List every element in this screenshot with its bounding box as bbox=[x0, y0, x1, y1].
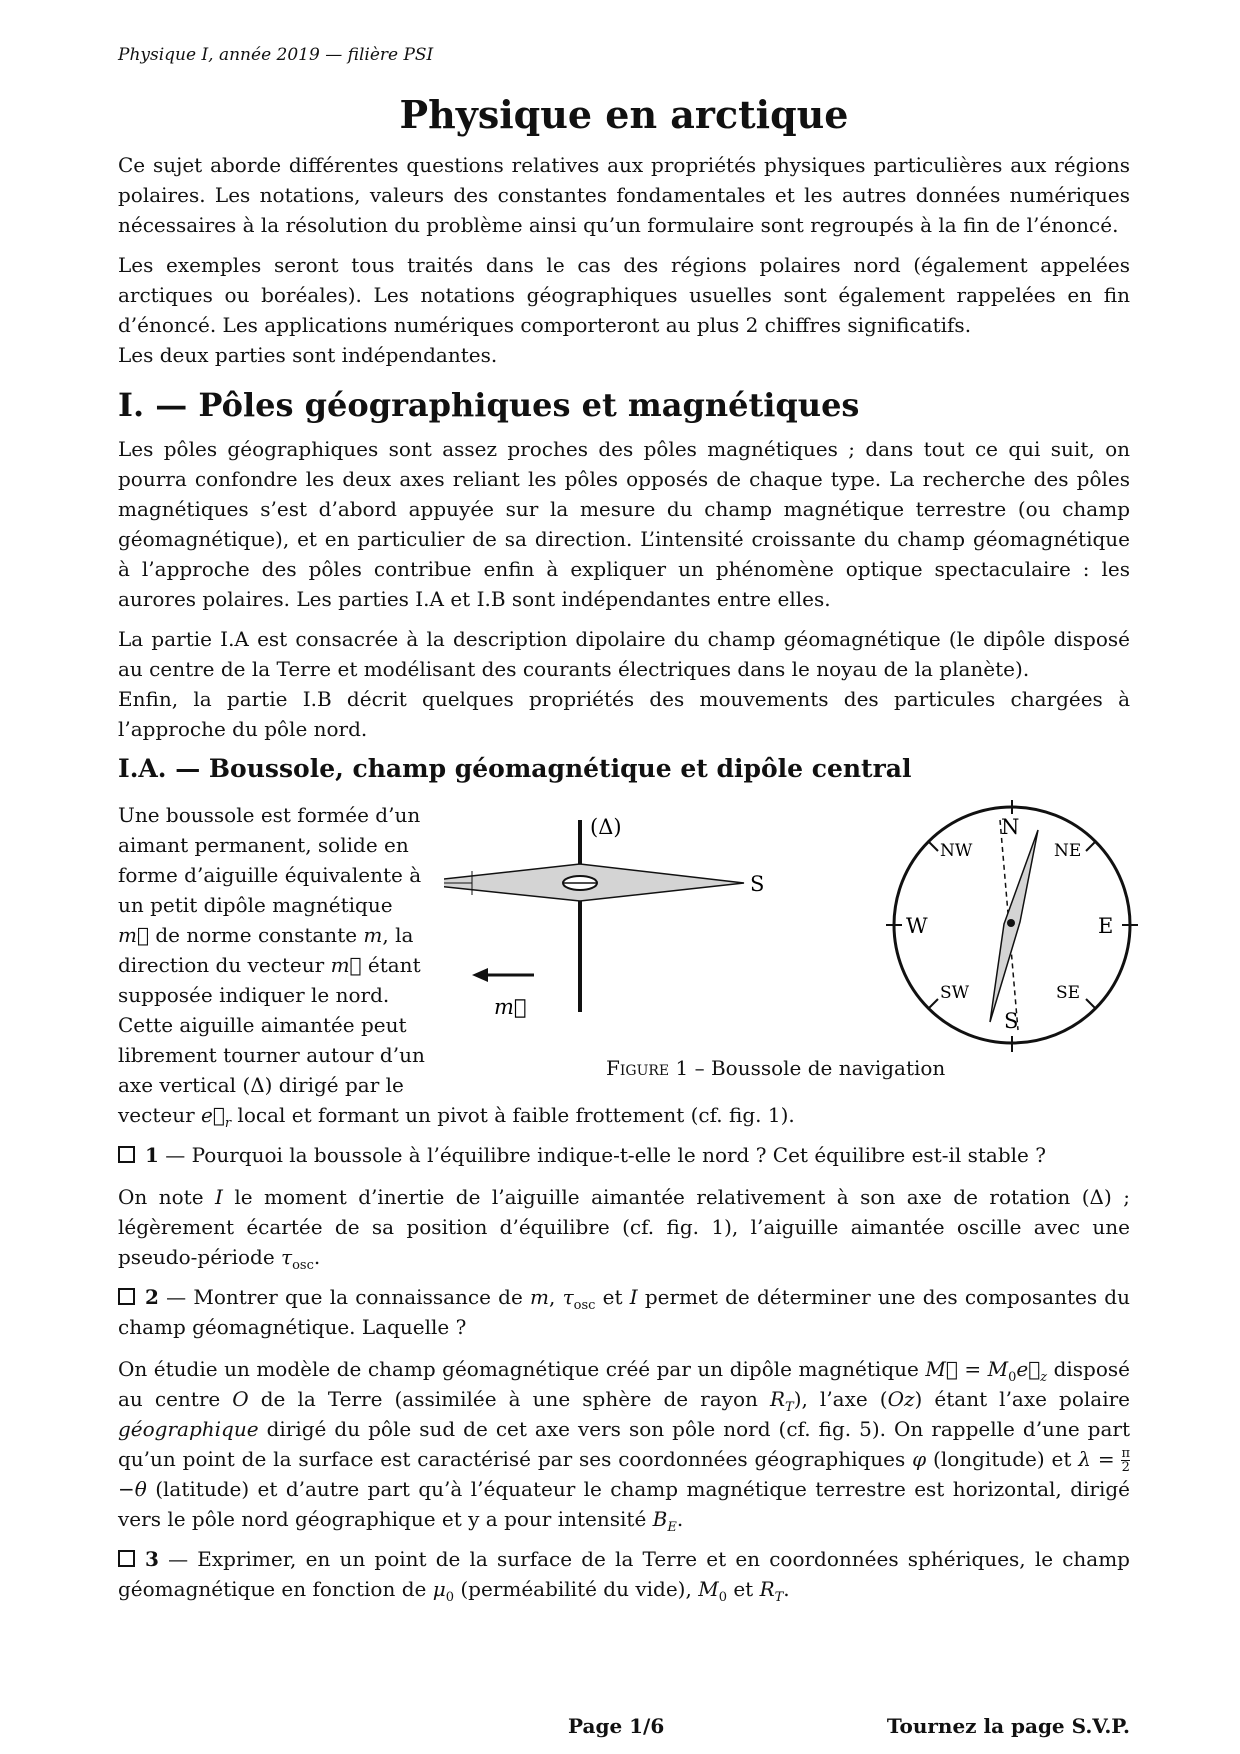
needle-south-label: S bbox=[750, 871, 765, 896]
intro-paragraph-1: Ce sujet aborde différentes questions relatives aux propriétés physiques particulières aux régions polaires. Les notations, valeurs des constantes fondamentales et les autres données numériques nécessaires à la résolution du problème ainsi qu’un formulaire sont regroupés à la fin de l’énoncé. bbox=[118, 152, 1130, 237]
question-checkbox-icon bbox=[118, 1288, 135, 1305]
part-1-paragraph-3: Enfin, la partie I.B décrit quelques propriétés des mouvements des particules chargées à l’approche du pôle nord. bbox=[118, 686, 1130, 741]
figure-side-text bbox=[118, 800, 428, 1100]
pi-over-two: $\frac{\pi}{2}$ bbox=[1121, 1445, 1130, 1475]
needle-side-view bbox=[444, 815, 764, 1019]
figure-1-compass bbox=[444, 800, 1144, 1100]
inertia-paragraph: On note I le moment d’inertie de l’aiguille aimantée relativement à son axe de rotation (Δ) ; légèrement écartée de sa position d’équilibre (cf. fig. 1), l’aiguille aimantée oscille avec une pseudo-période $\tau_{osc}$. bbox=[118, 1184, 1130, 1273]
question-checkbox-icon bbox=[118, 1550, 135, 1567]
intro-paragraph-2: Les exemples seront tous traités dans le cas des régions polaires nord (également appelées arctiques ou boréales). Les notations géographiques usuelles sont également rappelées en fin d’énoncé. Les applications numériques comporteront au plus 2 chiffres significatifs. bbox=[118, 252, 1130, 337]
rose-w-label: W bbox=[906, 913, 928, 938]
page bbox=[118, 40, 1130, 1616]
page-footer bbox=[118, 1714, 1130, 1744]
page-number: Page 1/6 bbox=[568, 1714, 665, 1738]
compass-description-continued: vecteur $e⃗_r$ local et formant un pivot à faible frottement (cf. fig. 1). bbox=[118, 1102, 795, 1131]
dipole-model-paragraph: On étudie un modèle de champ géomagnétique créé par un dipôle magnétique M⃗ = $M_0e⃗_z$ disposé au centre O de la Terre (assimilée à une sphère de rayon $R_T$), l’axe (Oz) étant l’axe polaire géographique dirigé du pôle sud de cet axe vers son pôle nord (cf. fig. 5). On rappelle d’une part qu’un point de la surface est caractérisé par ses coordonnées géographiques φ (longitude) et λ = $\frac{\pi}{2}$ −θ (latitude) et d’autre part qu’à l’équateur le champ magnétique terrestre est horizontal, dirigé vers le pôle nord géographique et y a pour intensité $B_E$. bbox=[118, 1356, 1130, 1535]
figure-block bbox=[118, 800, 1130, 1102]
question-1: 1 — Pourquoi la boussole à l’équilibre indique-t-elle le nord ? Cet équilibre est-il stable ? bbox=[118, 1140, 1130, 1170]
rose-ne-label: NE bbox=[1054, 840, 1082, 861]
compass-description: Une boussole est formée d’un aimant permanent, solide en forme d’aiguille équivalente à un petit dipôle magnétique m⃗ de norme constante m, la direction du vecteur m⃗ étant supposée indiquer le nord. Cette aiguille aimantée peut librement tourner autour d’un axe vertical (Δ) dirigé par le bbox=[118, 802, 425, 1097]
rose-nw-label: NW bbox=[940, 840, 973, 861]
moment-label: m⃗ bbox=[494, 994, 527, 1019]
document-title: Physique en arctique bbox=[399, 92, 849, 137]
rose-n-label: N bbox=[1001, 814, 1020, 839]
question-checkbox-icon bbox=[118, 1146, 135, 1163]
part-1-paragraph-2: La partie I.A est consacrée à la description dipolaire du champ géomagnétique (le dipôle disposé au centre de la Terre et modélisant des courants électriques dans le noyau de la planète). bbox=[118, 626, 1130, 681]
intro-paragraph-3: Les deux parties sont indépendantes. bbox=[118, 342, 498, 367]
turn-page-note: Tournez la page S.V.P. bbox=[886, 1714, 1130, 1738]
question-3: 3 — Exprimer, en un point de la surface de la Terre et en coordonnées sphériques, le champ géomagnétique en fonction de $\mu_0$ (perméabilité du vide), $M_0$ et $R_T$. bbox=[118, 1546, 1130, 1605]
rose-e-label: E bbox=[1098, 913, 1114, 938]
part-1-heading: I. — Pôles géographiques et magnétiques bbox=[118, 385, 860, 424]
running-header: Physique I, année 2019 — filière PSI bbox=[118, 45, 434, 65]
question-2: 2 — Montrer que la connaissance de m, $\tau_{osc}$ et I permet de déterminer une des composantes du champ géomagnétique. Laquelle ? bbox=[118, 1284, 1130, 1339]
axis-label: (Δ) bbox=[590, 814, 622, 839]
compass-rose bbox=[886, 800, 1138, 1052]
rose-sw-label: SW bbox=[940, 982, 970, 1003]
figure-caption: Figure 1 – Boussole de navigation bbox=[606, 1055, 946, 1080]
rose-se-label: SE bbox=[1056, 982, 1081, 1003]
part-1-paragraph-1: Les pôles géographiques sont assez proches des pôles magnétiques ; dans tout ce qui suit, on pourra confondre les deux axes reliant les pôles opposés de chaque type. La recherche des pôles magnétiques s’est d’abord appuyée sur la mesure du champ magnétique terrestre (ou champ géomagnétique), et en particulier de sa direction. L’intensité croissante du champ géomagnétique à l’approche des pôles contribue enfin à expliquer un phénomène optique spectaculaire : les aurores polaires. Les parties I.A et I.B sont indépendantes entre elles. bbox=[118, 436, 1130, 611]
rose-s-label: S bbox=[1004, 1008, 1019, 1033]
section-ia-heading: I.A. — Boussole, champ géomagnétique et dipôle central bbox=[118, 753, 912, 783]
